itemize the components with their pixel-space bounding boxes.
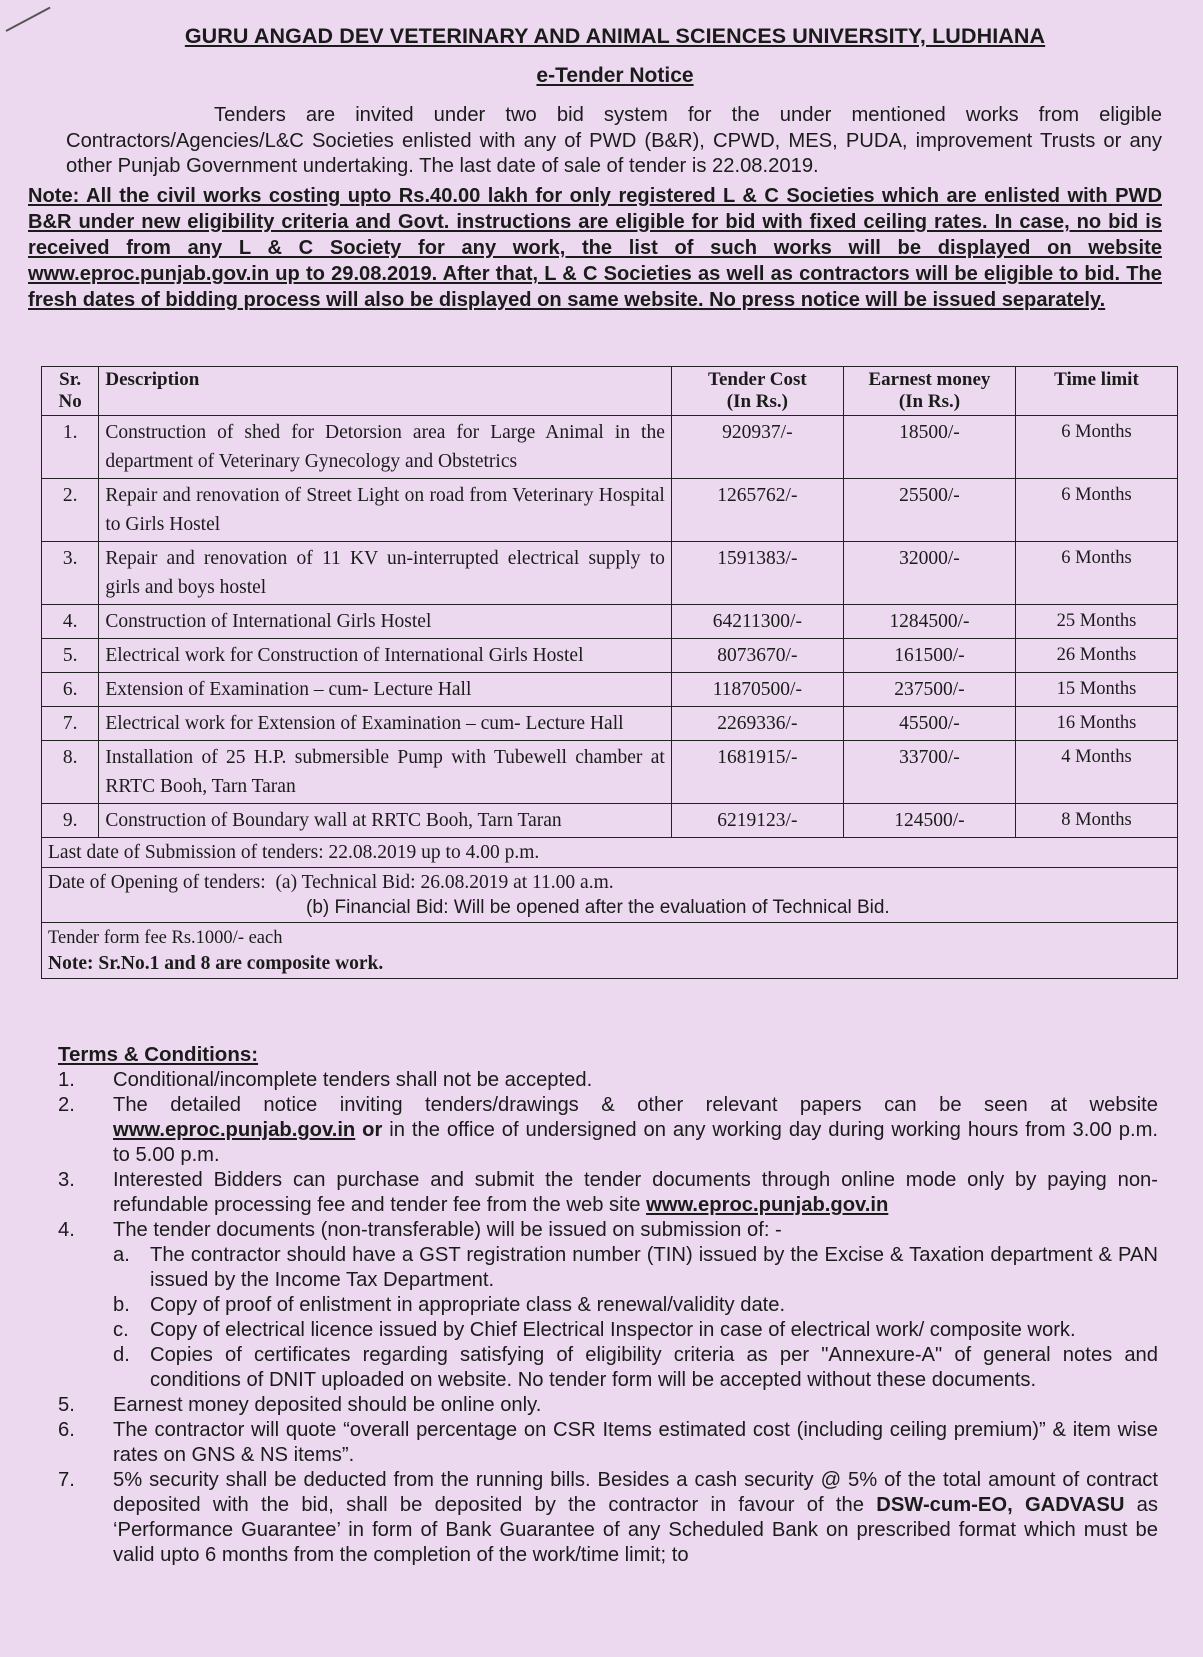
term-text: [113, 1068, 1158, 1093]
header-earnest-2: (In Rs.): [898, 391, 961, 412]
row-description: Installation of 25 H.P. submersible Pump with Tubewell chamber at RRTC Booh, Tarn Taran: [99, 741, 672, 804]
term-body-bold: or: [355, 1119, 383, 1141]
term-body: Earnest money deposited should be online only.: [113, 1394, 542, 1416]
notice-title: e-Tender Notice: [536, 64, 694, 87]
row-sr: 3.: [42, 542, 99, 605]
term-number: 5.: [58, 1394, 75, 1416]
table-row: [42, 605, 1178, 639]
term-number: 4.: [58, 1219, 75, 1241]
term-text: [113, 1468, 1158, 1568]
term-item: [58, 1068, 1158, 1093]
row-earnest-money: 33700/-: [843, 741, 1015, 804]
row-time-limit: 6 Months: [1015, 542, 1177, 605]
table-row: [42, 542, 1178, 605]
sub-letter: a.: [113, 1244, 130, 1266]
row-tender-cost: 2269336/-: [671, 707, 843, 741]
term-body: The detailed notice inviting tenders/drawings & other relevant papers can be seen at website: [113, 1094, 1158, 1116]
term-sub-item: [113, 1343, 1158, 1393]
intro-paragraph: [66, 103, 1162, 180]
website-link[interactable]: www.eproc.punjab.gov.in: [646, 1194, 889, 1216]
term-body: The tender documents (non-transferable) will be issued on submission of: -: [113, 1219, 782, 1241]
row-description: Electrical work for Construction of International Girls Hostel: [99, 639, 672, 673]
row-description: Repair and renovation of Street Light on road from Veterinary Hospital to Girls Hostel: [99, 479, 672, 542]
term-item: [58, 1468, 1158, 1568]
term-number: 6.: [58, 1419, 75, 1441]
term-body: 5% security shall be deducted from the running bills. Besides a cash security @ 5% of the total amount of contract deposited with the bid, shall be deposited by the contractor in favour of the: [113, 1469, 1158, 1516]
row-time-limit: 26 Months: [1015, 639, 1177, 673]
header-cost: [671, 367, 843, 416]
row-tender-cost: 64211300/-: [671, 605, 843, 639]
row-sr: 4.: [42, 605, 99, 639]
row-earnest-money: 124500/-: [843, 804, 1015, 838]
header-cost-2: (In Rs.): [726, 391, 788, 412]
row-time-limit: 6 Months: [1015, 479, 1177, 542]
sub-text: Copy of proof of enlistment in appropriate class & renewal/validity date.: [150, 1294, 786, 1316]
term-body: in the office of undersigned on any working day during working hours from 3.00 p.m. to 5.00 p.m.: [113, 1119, 1158, 1166]
header-description: Description: [99, 367, 672, 416]
table-row: [42, 416, 1178, 479]
term-item: [58, 1393, 1158, 1418]
term-text: [113, 1418, 1158, 1468]
table-header-row: [42, 367, 1178, 416]
row-description: Construction of shed for Detorsion area for Large Animal in the department of Veterinary Gynecology and Obstetrics: [99, 416, 672, 479]
sub-letter: b.: [113, 1294, 130, 1316]
row-time-limit: 15 Months: [1015, 673, 1177, 707]
row-description: Construction of International Girls Hostel: [99, 605, 672, 639]
opening-cell: [42, 868, 1178, 923]
term-body: The contractor will quote “overall percentage on CSR Items estimated cost (including ceiling premium)” & item wise rates on GNS & NS items”.: [113, 1419, 1158, 1466]
works-table: [41, 366, 1178, 979]
term-body-bold: DSW-cum-EO, GADVASU: [876, 1494, 1125, 1516]
row-time-limit: 16 Months: [1015, 707, 1177, 741]
row-sr: 1.: [42, 416, 99, 479]
header-time: Time limit: [1015, 367, 1177, 416]
opening-label: Date of Opening of tenders:: [48, 872, 266, 893]
row-sr: 9.: [42, 804, 99, 838]
term-sub-item: [113, 1243, 1158, 1293]
row-description: Extension of Examination – cum- Lecture Hall: [99, 673, 672, 707]
row-earnest-money: 161500/-: [843, 639, 1015, 673]
row-sr: 7.: [42, 707, 99, 741]
row-tender-cost: 920937/-: [671, 416, 843, 479]
row-tender-cost: 6219123/-: [671, 804, 843, 838]
table-row: [42, 741, 1178, 804]
row-time-limit: 4 Months: [1015, 741, 1177, 804]
term-number: 1.: [58, 1069, 75, 1091]
row-tender-cost: 1681915/-: [671, 741, 843, 804]
term-sub-item: [113, 1318, 1158, 1343]
term-number: 2.: [58, 1094, 75, 1116]
term-text: [113, 1218, 1158, 1243]
fee-cell: [42, 923, 1178, 979]
row-earnest-money: 237500/-: [843, 673, 1015, 707]
table-row: [42, 673, 1178, 707]
row-earnest-money: 32000/-: [843, 542, 1015, 605]
university-title: GURU ANGAD DEV VETERINARY AND ANIMAL SCIENCES UNIVERSITY, LUDHIANA: [184, 24, 1046, 48]
last-date-row: [42, 838, 1178, 868]
row-description: Electrical work for Extension of Examination – cum- Lecture Hall: [99, 707, 672, 741]
term-item: [58, 1218, 1158, 1243]
header-earnest-1: Earnest money: [868, 369, 991, 390]
sub-letter: d.: [113, 1344, 130, 1366]
term-item: [58, 1093, 1158, 1168]
term-text: [113, 1168, 1158, 1218]
website-link[interactable]: www.eproc.punjab.gov.in: [113, 1119, 356, 1141]
header-cost-1: Tender Cost: [708, 369, 807, 390]
table-row: [42, 639, 1178, 673]
row-sr: 6.: [42, 673, 99, 707]
row-tender-cost: 8073670/-: [671, 639, 843, 673]
tender-fee: Tender form fee Rs.1000/- each: [48, 928, 283, 948]
term-text: [113, 1093, 1158, 1168]
term-item: [58, 1168, 1158, 1218]
row-time-limit: 6 Months: [1015, 416, 1177, 479]
table-row: [42, 707, 1178, 741]
row-earnest-money: 45500/-: [843, 707, 1015, 741]
header-earnest: [843, 367, 1015, 416]
row-tender-cost: 1591383/-: [671, 542, 843, 605]
row-sr: 8.: [42, 741, 99, 804]
row-description: Repair and renovation of 11 KV un-interrupted electrical supply to girls and boys hostel: [99, 542, 672, 605]
row-sr: 2.: [42, 479, 99, 542]
term-body: Conditional/incomplete tenders shall not be accepted.: [113, 1069, 593, 1091]
row-earnest-money: 18500/-: [843, 416, 1015, 479]
row-time-limit: 25 Months: [1015, 605, 1177, 639]
term-text: [113, 1393, 1158, 1418]
sub-text: Copy of electrical licence issued by Chief Electrical Inspector in case of electrical work/ composite work.: [150, 1319, 1076, 1341]
row-time-limit: 8 Months: [1015, 804, 1177, 838]
intro-text: Tenders are invited under two bid system for the under mentioned works from eligible Contractors/Agencies/L&C Societies enlisted with any of PWD (B&R), CPWD, MES, PUDA, improvement Trusts or any other Punjab Government undertaking. The last date of sale of tender is 22.08.2019.: [66, 104, 1162, 177]
terms-heading: Terms & Conditions:: [58, 1043, 259, 1066]
row-sr: 5.: [42, 639, 99, 673]
table-row: [42, 804, 1178, 838]
header-sr-2: No: [58, 391, 82, 412]
terms-list: [58, 1068, 1158, 1568]
sub-text: The contractor should have a GST registration number (TIN) issued by the Excise & Taxation department & PAN issued by the Income Tax Department.: [150, 1244, 1158, 1291]
term-body: Interested Bidders can purchase and submit the tender documents through online mode only by paying non-refundable processing fee and tender fee from the web site: [113, 1169, 1158, 1216]
row-earnest-money: 25500/-: [843, 479, 1015, 542]
row-tender-cost: 11870500/-: [671, 673, 843, 707]
term-sub-item: [113, 1293, 1158, 1318]
header-sr: [42, 367, 99, 416]
sub-letter: c.: [113, 1319, 129, 1341]
table-row: [42, 479, 1178, 542]
term-item: [58, 1418, 1158, 1468]
financial-bid: (b) Financial Bid: Will be opened after the evaluation of Technical Bid.: [306, 897, 890, 918]
row-earnest-money: 1284500/-: [843, 605, 1015, 639]
header-sr-1: Sr.: [59, 369, 82, 390]
fee-row: [42, 923, 1178, 979]
last-date: Last date of Submission of tenders: 22.08.2019 up to 4.00 p.m.: [42, 838, 1178, 868]
term-number: 3.: [58, 1169, 75, 1191]
term-number: 7.: [58, 1469, 75, 1491]
row-description: Construction of Boundary wall at RRTC Booh, Tarn Taran: [99, 804, 672, 838]
opening-row: [42, 868, 1178, 923]
note-paragraph: Note: All the civil works costing upto Rs.40.00 lakh for only registered L & C Societies which are enlisted with PWD B&R under new eligibility criteria and Govt. instructions are eligible for bid with fixed ceiling rates. In case, no bid is received from any L & C Society for any work, the list of such works will be displayed on website www.eproc.punjab.gov.in up to 29.08.2019. After that, L & C Societies as well as contractors will be eligible to bid. The fresh dates of bidding process will also be displayed on same website. No press notice will be issued separately.: [28, 185, 1162, 311]
row-tender-cost: 1265762/-: [671, 479, 843, 542]
composite-note: Note: Sr.No.1 and 8 are composite work.: [48, 953, 384, 974]
terms-section: [58, 1042, 1158, 1568]
sub-text: Copies of certificates regarding satisfying of eligibility criteria as per "Annexure-A" of general notes and conditions of DNIT uploaded on website. No tender form will be accepted without these documents.: [150, 1344, 1158, 1391]
term-body: as ‘Performance Guarantee’ in form of Bank Guarantee of any Scheduled Bank on prescribed format which must be valid upto 6 months from the completion of the work/time limit; to: [113, 1494, 1158, 1566]
technical-bid: (a) Technical Bid: 26.08.2019 at 11.00 a.m.: [275, 872, 614, 893]
